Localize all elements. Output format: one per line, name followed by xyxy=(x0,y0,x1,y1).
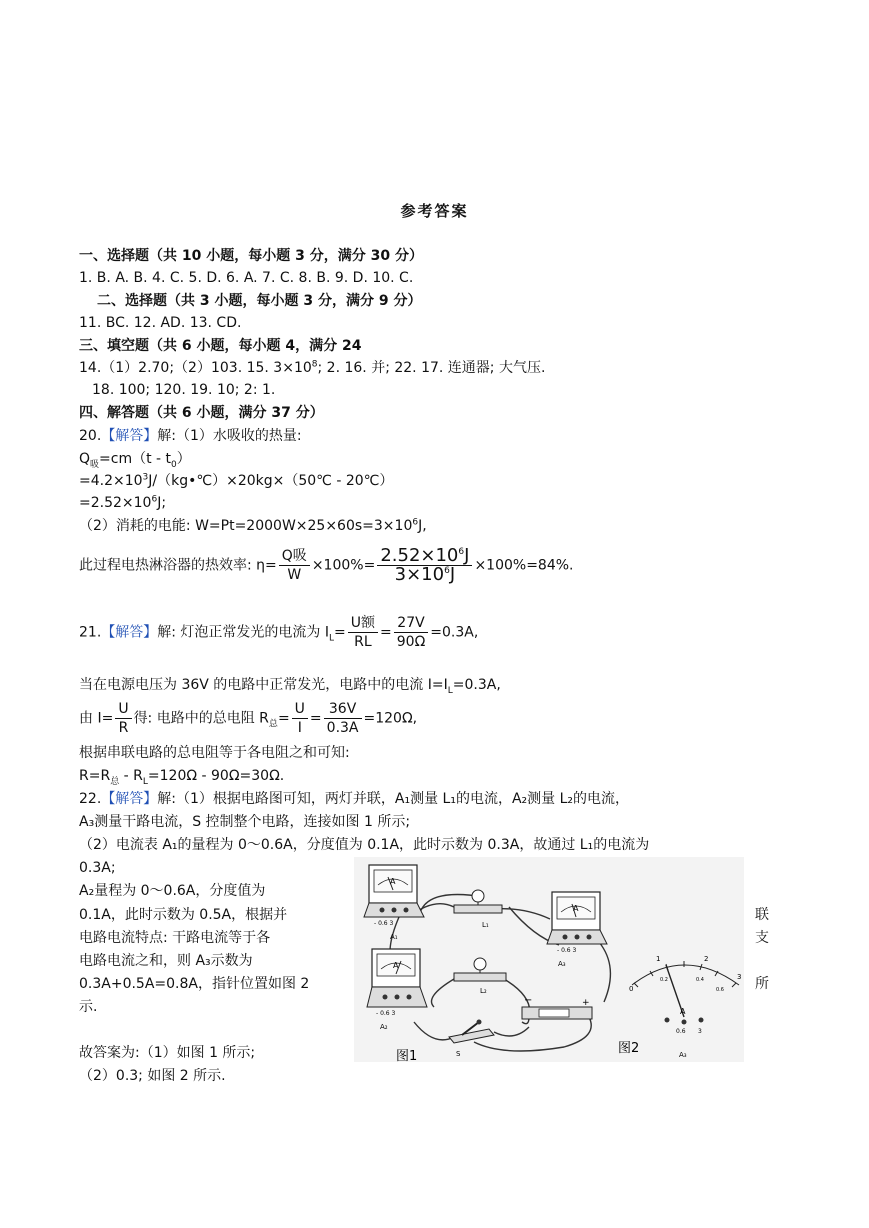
q21-line-5: $R=R_总 - R_L=120\Omega - 90\Omega=30\Omega$. xyxy=(79,768,285,787)
label-a1: A₁ xyxy=(390,933,398,941)
q22-conclusion-2: （2）0.3; 如图 2 所示. xyxy=(79,1068,226,1084)
q22-line-9: 0.3A+0.5A=0.8A，指针位置如图 2 xyxy=(79,976,310,992)
label-l2: L₂ xyxy=(480,987,487,995)
q22-line-6: 0.1A，此时示数为 0.5A，根据并 xyxy=(79,907,288,923)
dial-scale-3: 3 xyxy=(737,973,742,981)
dial-scale-2: 2 xyxy=(704,955,709,963)
answer-tag: 【解答】 xyxy=(101,624,158,641)
figure-2-label: 图2 xyxy=(618,1041,640,1056)
section-1-answers: 1. B. A. B. 4. C. 5. D. 6. A. 7. C. 8. B. 9. D. 10. C. xyxy=(79,270,414,286)
section-3-answers-1: 14.（1）2.70;（2）103. 15. $3\times 10^8$; 2. 16. 并; 22. 17. 连通器; 大气压. xyxy=(79,359,546,376)
label-s: S xyxy=(456,1050,461,1058)
q21-line-3: 由 I= $\frac{U}{R}$ 得: 电路中的总电阻 $R_总=$ $\frac{U}{I}$ = $\frac{36V}{0.3A}$ =120Ω, xyxy=(79,701,418,736)
fraction: $\frac{36V}{0.3A}$ xyxy=(324,700,362,737)
fraction: $\frac{\text{U额}}{RL}$ xyxy=(348,614,378,651)
q20-line-5: （2）消耗的电能: $W=Pt=2000W\times 25\times 60s=3\times 10^6J$, xyxy=(79,517,427,534)
meter-letter: A xyxy=(390,877,396,886)
meter-terminals: - 0.6 3 xyxy=(557,947,577,954)
q20-line-3: $=4.2\times 10^3J/(kg•℃)\times 20kg\times(50℃$ - 20℃） xyxy=(79,472,394,489)
label-l1: L₁ xyxy=(482,921,489,929)
q22-line-5: A₂量程为 0～0.6A，分度值为 xyxy=(79,883,266,899)
fraction: $\frac{U}{R}$ xyxy=(115,700,131,737)
dial-scale-0-6: 0.6 xyxy=(716,987,724,993)
q22-right-fragment-2: 支 xyxy=(755,930,769,946)
figure-1-label: 图1 xyxy=(396,1049,418,1062)
dial-letter: A xyxy=(680,1007,686,1016)
q22-right-fragment-3: 所 xyxy=(755,976,769,992)
section-2-heading: 二、选择题（共 3 小题，每小题 3 分，满分 9 分） xyxy=(97,293,422,309)
ammeter-a3 xyxy=(547,892,607,944)
ammeter-a2 xyxy=(367,949,427,1007)
dial-terminal-06: 0.6 xyxy=(676,1028,686,1035)
svg-text:−: − xyxy=(524,995,533,1006)
answer-tag: 【解答】 xyxy=(101,428,158,444)
meter-terminals: - 0.6 3 xyxy=(376,1010,396,1017)
q22-line-3: （2）电流表 A₁的量程为 0～0.6A，分度值为 0.1A，此时示数为 0.3A，故通过 L₁的电流为 xyxy=(79,837,650,853)
dial-scale-0-4: 0.4 xyxy=(696,977,704,983)
section-3-answers-2: 18. 100; 120. 19. 10; 2: 1. xyxy=(92,382,276,398)
section-3-heading: 三、填空题（共 6 小题，每小题 4，满分 24 xyxy=(79,338,362,354)
q22-line-7: 电路电流特点: 干路电流等于各 xyxy=(79,930,271,946)
q22-conclusion-1: 故答案为:（1）如图 1 所示; xyxy=(79,1045,256,1061)
q22-line-8: 电路电流之和，则 A₃示数为 xyxy=(79,953,253,969)
fraction: $\frac{27V}{90\Omega}$ xyxy=(394,614,429,651)
dial-scale-1: 1 xyxy=(656,955,661,963)
section-2-answers: 11. BC. 12. AD. 13. CD. xyxy=(79,315,242,331)
svg-text:+: + xyxy=(582,998,590,1008)
dial-scale-0-2: 0.2 xyxy=(660,977,668,983)
circuit-figure xyxy=(354,857,744,1062)
fraction: $\frac{2.52\times 10^6J}{3\times 10^6J}$ xyxy=(377,547,472,584)
label-a3: A₃ xyxy=(558,960,566,968)
q22-right-fragment-1: 联 xyxy=(755,907,769,923)
meter-letter: A xyxy=(573,904,579,913)
label-a2: A₂ xyxy=(380,1023,388,1031)
meter-letter: A xyxy=(393,961,399,970)
q21-line-2: 当在电源电压为 36V 的电路中正常发光，电路中的电流 $I=I_L=0.3A$, xyxy=(79,677,501,696)
dial-scale-0: 0 xyxy=(629,985,634,993)
q21-line-4: 根据串联电路的总电阻等于各电阻之和可知: xyxy=(79,745,350,761)
q20-line-2: $Q_吸=cm(t - t_0)$ xyxy=(79,451,191,470)
q20-line-4: $=2.52\times 10^6J$; xyxy=(79,494,167,511)
dial-terminal-3: 3 xyxy=(698,1028,702,1035)
q22-line-4: 0.3A; xyxy=(79,860,116,876)
q20-efficiency-line: 此过程电热淋浴器的热效率: η= $\frac{\text{Q吸}}{W}$ ×100%= $\frac{2.52\times 10^6J}{3\times 10^6J}$ ×100%=84%. xyxy=(79,545,574,585)
ammeter-a1 xyxy=(364,865,424,917)
fraction: $\frac{U}{I}$ xyxy=(292,700,308,737)
page-title: 参考答案 xyxy=(400,202,469,220)
answer-tag: 【解答】 xyxy=(101,791,158,807)
q22-line-2: A₃测量干路电流，S 控制整个电路，连接如图 1 所示; xyxy=(79,814,411,830)
q22-line-1: 22.【解答】解:（1）根据电路图可知，两灯并联，A₁测量 L₁的电流，A₂测量 L₂的电流， xyxy=(79,791,629,807)
section-4-heading: 四、解答题（共 6 小题，满分 37 分） xyxy=(79,405,324,421)
q20-line-1: 20.【解答】解:（1）水吸收的热量: xyxy=(79,428,302,444)
fraction: $\frac{\text{Q吸}}{W}$ xyxy=(279,547,310,584)
meter-terminals: - 0.6 3 xyxy=(374,920,394,927)
dial-label-a3: A₃ xyxy=(679,1051,687,1059)
q22-line-10: 示. xyxy=(79,999,98,1015)
section-1-heading: 一、选择题（共 10 小题，每小题 3 分，满分 30 分） xyxy=(79,248,423,264)
q21-line-1: 21.【解答】解: 灯泡正常发光的电流为 $I_L=$ $\frac{\text{U额}}{RL}$ = $\frac{27V}{90\Omega}$ =0.3A, xyxy=(79,615,479,650)
